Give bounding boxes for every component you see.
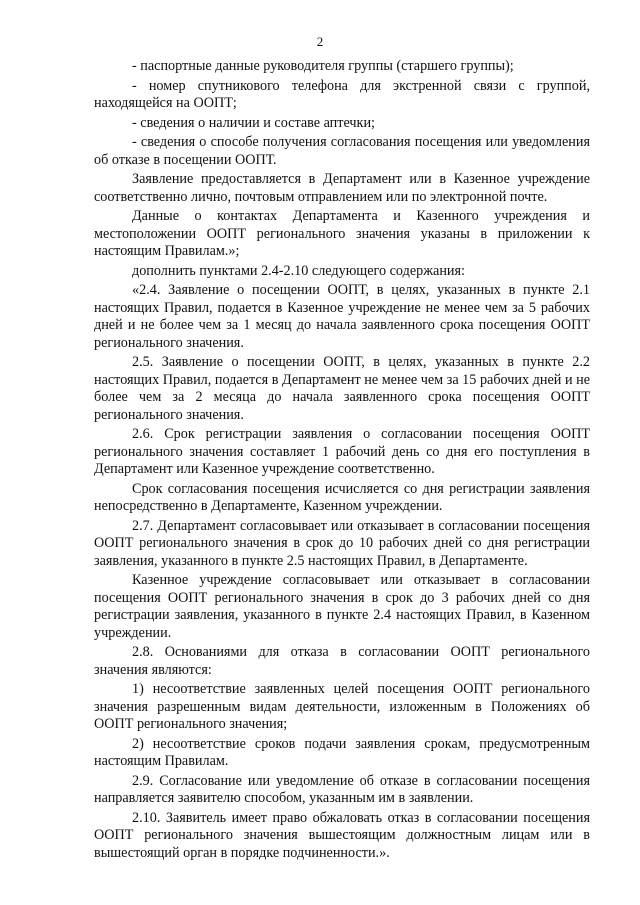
paragraph: Заявление предоставляется в Департамент или в Казенное учреждение соответственно лично, почтовым отправлением или по электронной почте. bbox=[94, 171, 590, 205]
paragraph: 2.7. Департамент согласовывает или отказывает в согласовании посещения ООПТ регионального значения в срок до 10 рабочих дней со дня регистрации заявления, указанного в пункте 2.5 настоящих Правил, в Департаменте. bbox=[94, 517, 590, 569]
paragraph: 1) несоответствие заявленных целей посещения ООПТ регионального значения разрешенным видам деятельности, изложенным в Положениях об ООПТ регионального значения; bbox=[94, 681, 590, 732]
page-number: 2 bbox=[316, 34, 324, 49]
paragraph: 2.8. Основаниями для отказа в согласовании ООПТ регионального значения являются: bbox=[94, 644, 590, 678]
paragraph: - паспортные данные руководителя группы (старшего группы); bbox=[132, 58, 514, 74]
paragraph: 2.9. Согласование или уведомление об отказе в согласовании посещения направляется заявителю способом, указанным им в заявлении. bbox=[94, 772, 590, 806]
paragraph: Данные о контактах Департамента и Казенного учреждения и местоположении ООПТ регионального значения указаны в приложении к настоящим Правилам.»; bbox=[94, 208, 590, 259]
paragraph: 2.10. Заявитель имеет право обжаловать отказ в согласовании посещения ООПТ регионального значения вышестоящим должностным лицам или в вышестоящий орган в порядке подчиненности.». bbox=[94, 809, 590, 861]
paragraph: Казенное учреждение согласовывает или отказывает в согласовании посещения ООПТ регионального значения в срок до 3 рабочих дней со дня регистрации заявления, указанного в пункте 2.4 настоящих Правил, в Казенном учреждении. bbox=[94, 572, 590, 641]
paragraph: - сведения о наличии и составе аптечки; bbox=[132, 114, 375, 131]
paragraph: 2) несоответствие сроков подачи заявления срокам, предусмотренным настоящим Правилам. bbox=[94, 735, 590, 769]
paragraph: - сведения о способе получения согласования посещения или уведомления об отказе в посещении ООПТ. bbox=[94, 134, 590, 168]
paragraph: - номер спутникового телефона для экстренной связи с группой, находящейся на ООПТ; bbox=[94, 77, 590, 111]
paragraph: «2.4. Заявление о посещении ООПТ, в целях, указанных в пункте 2.1 настоящих Правил, подается в Казенное учреждение не менее чем за 5 рабочих дней и не более чем за 1 месяц до начала заявленного срока посещения ООПТ регионального значения. bbox=[94, 282, 590, 351]
document-body bbox=[94, 58, 590, 864]
paragraph: Срок согласования посещения исчисляется со дня регистрации заявления непосредственно в Департаменте, Казенном учреждении. bbox=[94, 480, 590, 514]
paragraph: 2.5. Заявление о посещении ООПТ, в целях, указанных в пункте 2.2 настоящих Правил, подается в Департамент не менее чем за 15 рабочих дней и не более чем за 2 месяца до начала заявленного срока посещения ООПТ регионального значения. bbox=[94, 354, 590, 423]
paragraph: дополнить пунктами 2.4-2.10 следующего содержания: bbox=[132, 262, 465, 279]
paragraph: 2.6. Срок регистрации заявления о согласовании посещения ООПТ регионального значения составляет 1 рабочий день со дня его поступления в Департамент или Казенное учреждение соответственно. bbox=[94, 426, 590, 477]
